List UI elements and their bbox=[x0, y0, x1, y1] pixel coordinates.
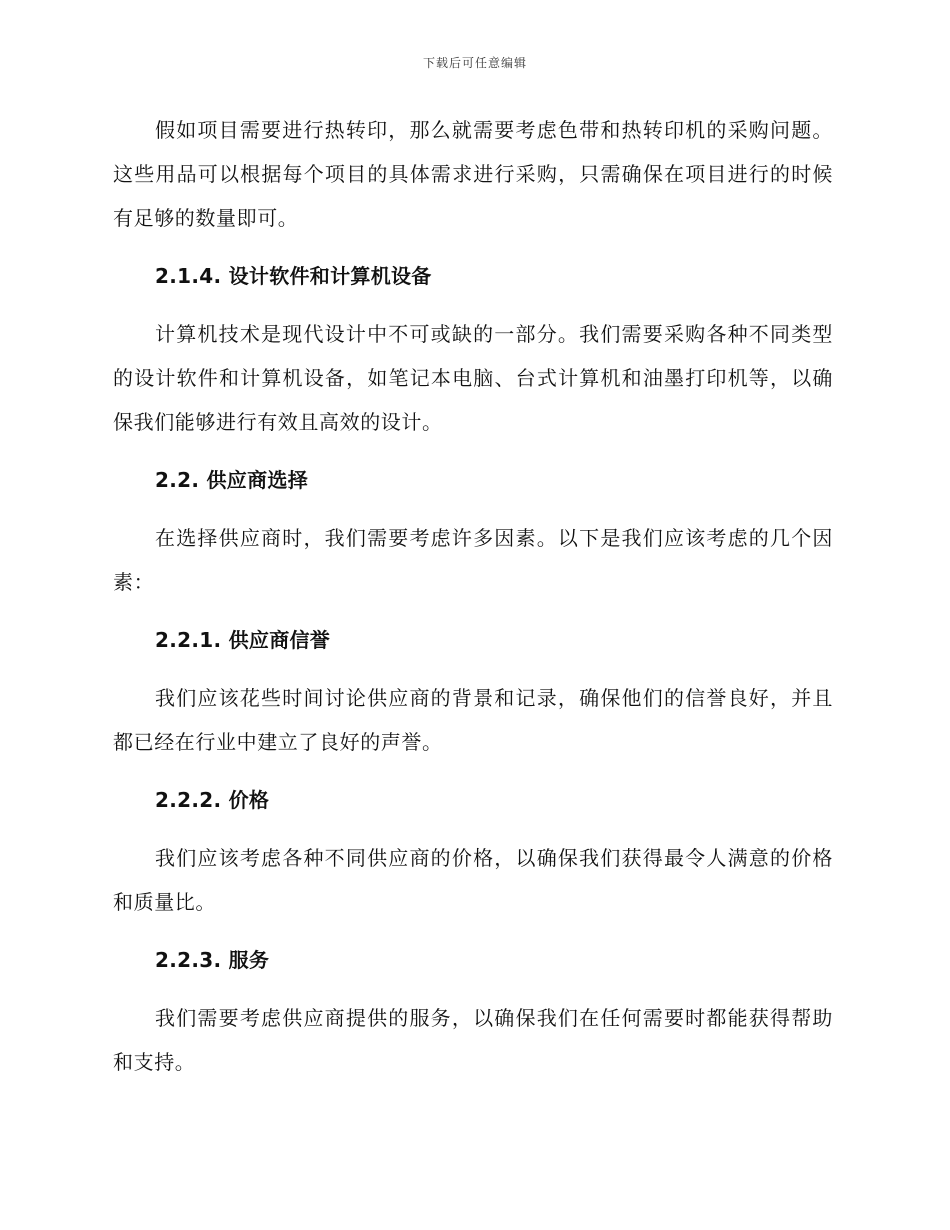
paragraph-thermal-transfer: 假如项目需要进行热转印，那么就需要考虑色带和热转印机的采购问题。这些用品可以根据每个项目的具体需求进行采购，只需确保在项目进行的时候有足够的数量即可。 bbox=[113, 118, 833, 230]
paragraph-service: 我们需要考虑供应商提供的服务，以确保我们在任何需要时都能获得帮助和支持。 bbox=[113, 1006, 833, 1074]
section-heading-2-2-3: 2.2.3. 服务 bbox=[155, 948, 270, 972]
section-heading-2-2-2: 2.2.2. 价格 bbox=[155, 788, 270, 812]
paragraph-computer-equipment: 计算机技术是现代设计中不可或缺的一部分。我们需要采购各种不同类型的设计软件和计算机设备，如笔记本电脑、台式计算机和油墨打印机等，以确保我们能够进行有效且高效的设计。 bbox=[113, 322, 833, 434]
paragraph-supplier-reputation: 我们应该花些时间讨论供应商的背景和记录，确保他们的信誉良好，并且都已经在行业中建立了良好的声誉。 bbox=[113, 686, 833, 754]
paragraph-supplier-selection: 在选择供应商时，我们需要考虑许多因素。以下是我们应该考虑的几个因素： bbox=[113, 526, 833, 594]
document-body bbox=[113, 108, 833, 1098]
section-heading-2-2-1: 2.2.1. 供应商信誉 bbox=[155, 628, 331, 652]
paragraph-price: 我们应该考虑各种不同供应商的价格，以确保我们获得最令人满意的价格和质量比。 bbox=[113, 846, 833, 914]
page-header: 下载后可任意编辑 bbox=[422, 56, 527, 70]
section-heading-2-1-4: 2.1.4. 设计软件和计算机设备 bbox=[155, 264, 432, 288]
section-heading-2-2: 2.2. 供应商选择 bbox=[155, 468, 308, 492]
